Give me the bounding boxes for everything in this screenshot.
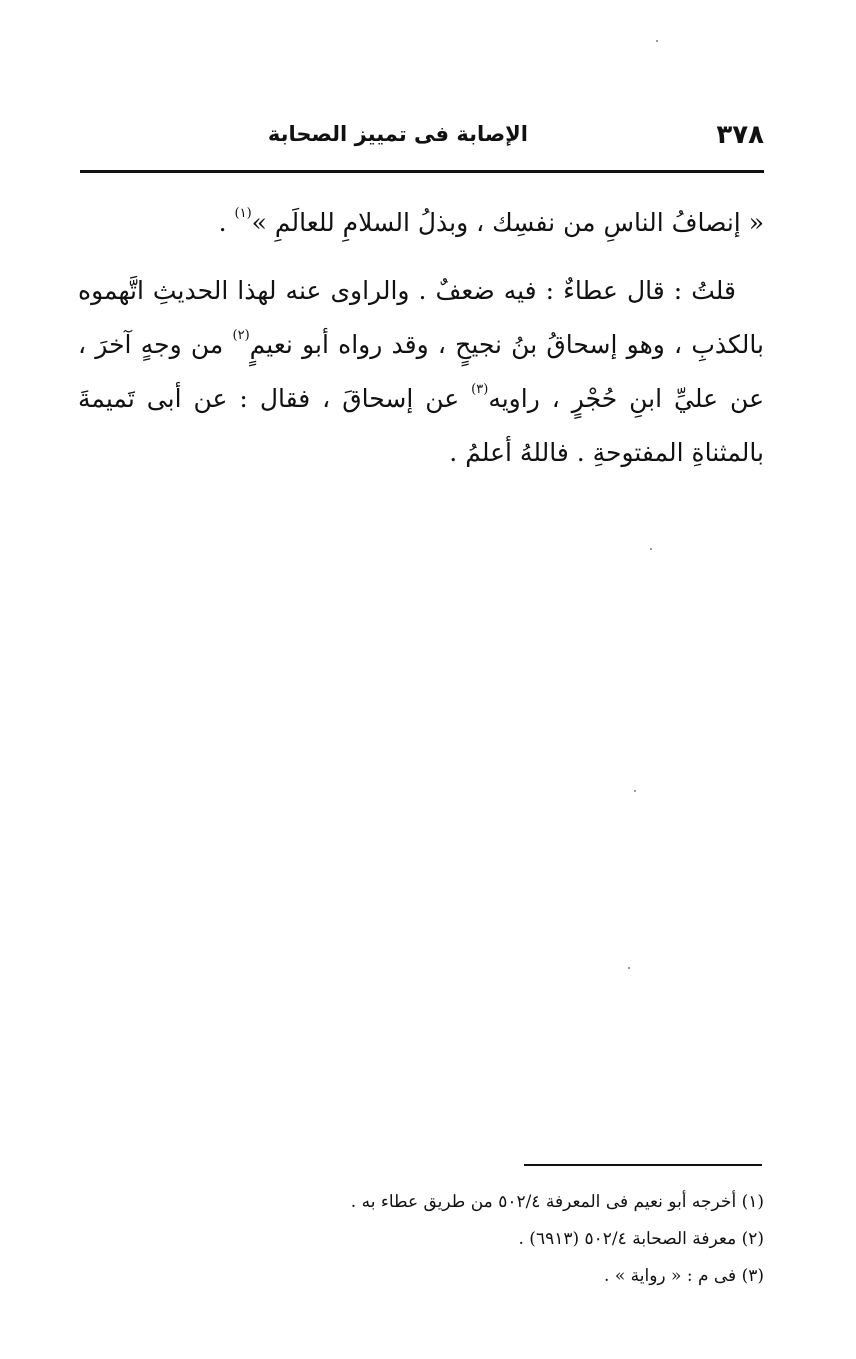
running-title: الإصابة فى تمييز الصحابة [267, 122, 528, 146]
footnote-marker-1: (١) [234, 206, 252, 221]
scan-speck [650, 548, 652, 550]
quote-text: « إنصافُ الناسِ من نفسِك ، وبذلُ السلامِ للعالَمِ » [251, 208, 764, 237]
footnotes [200, 1184, 764, 1295]
main-paragraph [78, 264, 764, 480]
header-rule [80, 170, 764, 173]
footnote-1: (١) أخرجه أبو نعيم فى المعرفة ٥٠٢/٤ من طريق عطاء به . [350, 1192, 764, 1212]
quote-paragraph [78, 196, 764, 250]
main-text [78, 196, 764, 480]
scan-speck [656, 40, 658, 42]
page-header [80, 120, 764, 164]
footnote-rule [524, 1164, 762, 1166]
page-number: ٣٧٨ [716, 120, 764, 150]
scan-speck [628, 967, 630, 969]
footnote-marker-3: (٣) [471, 382, 489, 397]
paragraph-text-1: قلتُ : قال عطاءٌ : فيه ضعفٌ . والراوى عنه لهذا الحديثِ اتَّهموه بالكذبِ ، وهو إسحاقُ بنُ نجيحٍ ، وقد رواه أبو نعيمٍ [78, 276, 765, 359]
footnote-3: (٣) فى م : « رواية » . [604, 1266, 764, 1286]
scan-speck [634, 790, 636, 792]
paragraph-text-2: من وجهٍ آخرَ ، عن عليِّ ابنِ حُجْرٍ ، راويه [78, 330, 765, 413]
footnote-2: (٢) معرفة الصحابة ٥٠٢/٤ (٦٩١٣) . [518, 1229, 764, 1249]
quote-end: . [218, 208, 235, 237]
footnote-marker-2: (٢) [232, 328, 250, 343]
paragraph-text-3: عن إسحاقَ ، فقال : عن أبى تَميمةَ بالمثناةِ المفتوحةِ . فاللهُ أعلمُ . [78, 384, 764, 467]
